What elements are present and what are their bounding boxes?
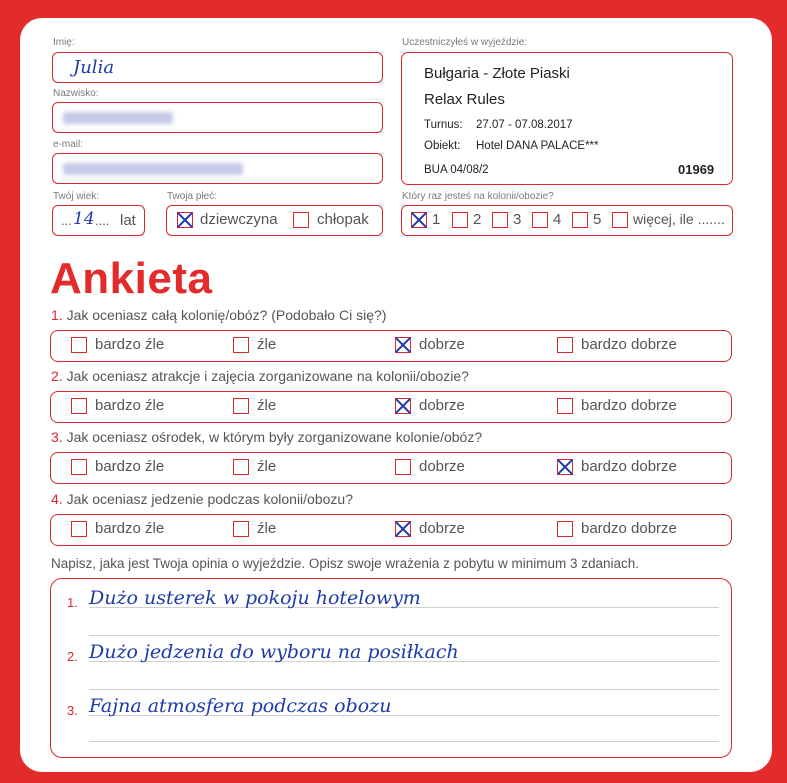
answer-row-2 xyxy=(50,391,732,423)
rating-label-4: bardzo dobrze xyxy=(581,336,677,353)
rating-checkbox-4[interactable] xyxy=(557,398,573,414)
gender-female-label: dziewczyna xyxy=(200,211,278,228)
rating-label-3: dobrze xyxy=(419,520,465,537)
rating-label-2: źle xyxy=(257,520,277,537)
age-unit: lat xyxy=(120,212,136,229)
visit-more-checkbox[interactable] xyxy=(612,212,628,228)
question-text: Jak oceniasz jedzenie podczas kolonii/obozu? xyxy=(66,491,353,507)
rating-checkbox-3[interactable] xyxy=(395,398,411,414)
opinion-line-2: Dużo jedzenia do wyboru na posiłkach xyxy=(89,641,459,663)
question-3 xyxy=(51,429,482,445)
rating-checkbox-4[interactable] xyxy=(557,521,573,537)
visit-1-checkbox[interactable] xyxy=(411,212,427,228)
opinion-line-1: Dużo usterek w pokoju hotelowym xyxy=(89,587,421,609)
visit-2-checkbox[interactable] xyxy=(452,212,468,228)
trip-program: Relax Rules xyxy=(424,91,505,108)
age-dots-right: .... xyxy=(95,213,110,228)
visit-count-field xyxy=(401,205,733,236)
rating-checkbox-3[interactable] xyxy=(395,521,411,537)
email-field[interactable] xyxy=(52,153,383,184)
question-4 xyxy=(51,491,353,507)
visit-1-label: 1 xyxy=(432,211,441,228)
answer-row-1 xyxy=(50,330,732,362)
rating-label-2: źle xyxy=(257,336,277,353)
visit-more-label: więcej, ile ....... xyxy=(633,211,725,227)
gender-field xyxy=(166,205,383,236)
rating-checkbox-1[interactable] xyxy=(71,459,87,475)
question-text: Jak oceniasz ośrodek, w którym były zorganizowane kolonie/obóz? xyxy=(66,429,483,445)
opinion-box[interactable] xyxy=(50,578,732,758)
rating-label-1: bardzo źle xyxy=(95,397,165,414)
rating-label-4: bardzo dobrze xyxy=(581,520,677,537)
rating-label-1: bardzo źle xyxy=(95,520,165,537)
rating-checkbox-1[interactable] xyxy=(71,521,87,537)
rating-checkbox-1[interactable] xyxy=(71,337,87,353)
gender-male-label: chłopak xyxy=(317,211,369,228)
answer-row-4 xyxy=(50,514,732,546)
trip-code: BUA 04/08/2 xyxy=(424,164,489,176)
visit-2-label: 2 xyxy=(473,211,482,228)
visit-5-label: 5 xyxy=(593,211,602,228)
visit-count-label: Który raz jesteś na kolonii/obozie? xyxy=(402,191,554,202)
question-text: Jak oceniasz atrakcje i zajęcia zorganizowane na kolonii/obozie? xyxy=(66,368,469,384)
trip-turnus-label: Turnus: xyxy=(424,119,463,131)
opinion-num-3: 3. xyxy=(67,703,78,718)
redacted-email xyxy=(63,163,243,175)
rating-checkbox-4[interactable] xyxy=(557,337,573,353)
age-value: 14 xyxy=(73,209,95,229)
name-label: Imię: xyxy=(53,37,75,48)
visit-4-label: 4 xyxy=(553,211,562,228)
rating-checkbox-2[interactable] xyxy=(233,521,249,537)
survey-card xyxy=(20,18,772,772)
opinion-rule-2b xyxy=(89,689,719,690)
opinion-num-1: 1. xyxy=(67,595,78,610)
question-number: 2. xyxy=(51,368,63,384)
rating-label-2: źle xyxy=(257,458,277,475)
rating-label-3: dobrze xyxy=(419,336,465,353)
rating-label-4: bardzo dobrze xyxy=(581,397,677,414)
trip-obiekt-label: Obiekt: xyxy=(424,140,461,152)
question-1 xyxy=(51,307,386,323)
rating-checkbox-1[interactable] xyxy=(71,398,87,414)
trip-box xyxy=(401,52,733,185)
answer-row-3 xyxy=(50,452,732,484)
gender-male-checkbox[interactable] xyxy=(293,212,309,228)
trip-label: Uczestniczyłeś w wyjeździe: xyxy=(402,37,528,48)
question-number: 3. xyxy=(51,429,63,445)
rating-checkbox-3[interactable] xyxy=(395,459,411,475)
rating-label-1: bardzo źle xyxy=(95,336,165,353)
rating-checkbox-2[interactable] xyxy=(233,398,249,414)
question-number: 1. xyxy=(51,307,63,323)
rating-label-2: źle xyxy=(257,397,277,414)
visit-4-checkbox[interactable] xyxy=(532,212,548,228)
rating-label-4: bardzo dobrze xyxy=(581,458,677,475)
trip-destination: Bułgaria - Złote Piaski xyxy=(424,65,570,82)
rating-checkbox-3[interactable] xyxy=(395,337,411,353)
opinion-line-3: Fajna atmosfera podczas obozu xyxy=(89,695,392,717)
survey-title: Ankieta xyxy=(50,254,213,303)
trip-number: 01969 xyxy=(678,162,715,177)
name-value: Julia xyxy=(73,57,115,78)
age-label: Twój wiek: xyxy=(53,191,100,202)
redacted-surname xyxy=(63,112,173,124)
rating-label-3: dobrze xyxy=(419,397,465,414)
visit-3-label: 3 xyxy=(513,211,522,228)
age-field[interactable] xyxy=(52,205,145,236)
question-text: Jak oceniasz całą kolonię/obóz? (Podobało Ci się?) xyxy=(66,307,387,323)
opinion-num-2: 2. xyxy=(67,649,78,664)
gender-female-checkbox[interactable] xyxy=(177,212,193,228)
trip-turnus: 27.07 - 07.08.2017 xyxy=(476,119,573,131)
rating-label-3: dobrze xyxy=(419,458,465,475)
opinion-rule-3b xyxy=(89,741,719,742)
name-field[interactable] xyxy=(52,52,383,83)
visit-3-checkbox[interactable] xyxy=(492,212,508,228)
age-dots-left: ... xyxy=(61,213,72,228)
surname-label: Nazwisko: xyxy=(53,88,99,99)
rating-label-1: bardzo źle xyxy=(95,458,165,475)
opinion-rule-1b xyxy=(89,635,719,636)
trip-obiekt: Hotel DANA PALACE*** xyxy=(476,140,599,152)
rating-checkbox-2[interactable] xyxy=(233,337,249,353)
question-2 xyxy=(51,368,469,384)
question-number: 4. xyxy=(51,491,63,507)
rating-checkbox-4[interactable] xyxy=(557,459,573,475)
rating-checkbox-2[interactable] xyxy=(233,459,249,475)
visit-5-checkbox[interactable] xyxy=(572,212,588,228)
email-label: e-mail: xyxy=(53,139,84,150)
gender-label: Twoja płeć: xyxy=(167,191,218,202)
surname-field[interactable] xyxy=(52,102,383,133)
opinion-prompt: Napisz, jaka jest Twoja opinia o wyjeździe. Opisz swoje wrażenia z pobytu w minimum 3 zdaniach. xyxy=(51,556,640,571)
